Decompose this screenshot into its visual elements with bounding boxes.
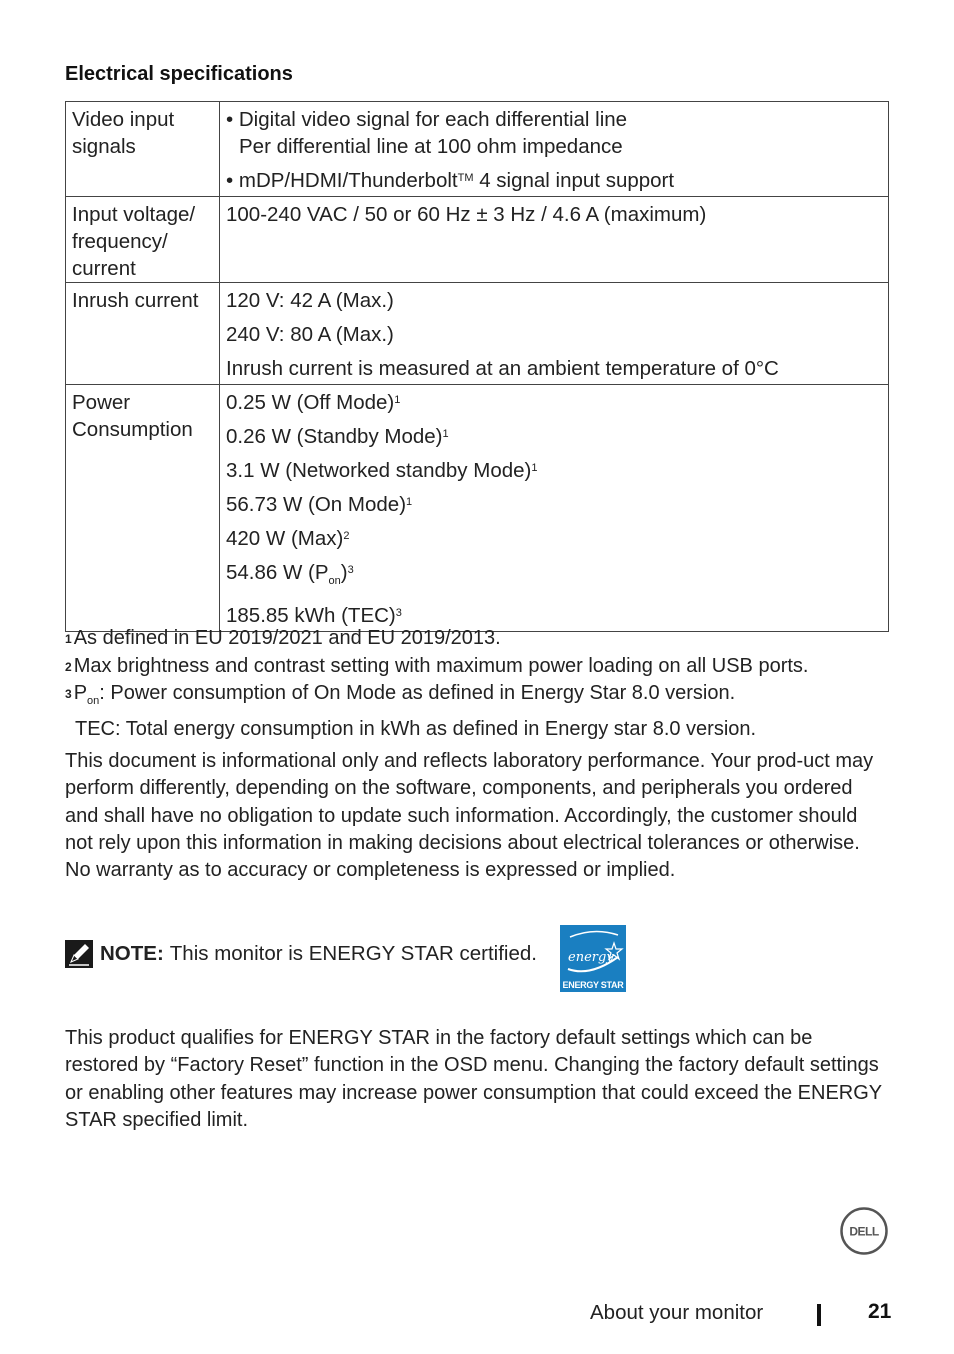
row-value-power: [220, 385, 889, 632]
power-max: 420 W (Max): [226, 527, 344, 550]
electrical-spec-table: [65, 101, 889, 632]
inrush-line-1: 120 V: 42 A (Max.): [226, 289, 394, 312]
disclaimer-paragraph: This document is informational only and reflects laboratory performance. Your prod-uct may perform differently, depending on the software, components, and peripherals you ordered and shall have no obligation to update such information. Accordingly, the customer should not rely upon this information in making decisions about electrical tolerances or otherwise. No warranty as to accuracy or completeness is expressed or implied.: [65, 750, 874, 882]
energy-star-label: ENERGY STAR: [562, 980, 624, 990]
power-networked: 3.1 W (Networked standby Mode): [226, 459, 532, 482]
note-pencil-icon: [65, 940, 93, 968]
energy-script: energy: [568, 950, 614, 965]
footnote-3: : Power consumption of On Mode as defined in Energy Star 8.0 version.: [99, 682, 736, 704]
power-pon: 54.86 W (P: [226, 561, 329, 584]
row-label-voltage: Input voltage/ frequency/ current: [66, 197, 220, 283]
inrush-line-3: Inrush current is measured at an ambient temperature of 0°C: [226, 357, 779, 380]
power-pon-close: ): [340, 561, 348, 584]
table-row: [66, 102, 889, 197]
power-on: 56.73 W (On Mode): [226, 493, 407, 516]
energy-star-paragraph: This product qualifies for ENERGY STAR in the factory default settings which can be restored by “Factory Reset” function in the OSD menu. Changing the factory default settings or enabling other features may increase power consumption that could exceed the ENERGY STAR specified limit.: [65, 1027, 882, 1131]
footnotes: [65, 625, 895, 743]
row-value-voltage: 100-240 VAC / 50 or 60 Hz ± 3 Hz / 4.6 A (maximum): [220, 197, 889, 283]
footnote-number: 1: [65, 632, 72, 646]
footnote-1: As defined in EU 2019/2021 and EU 2019/2013.: [73, 627, 501, 649]
note-text: This monitor is ENERGY STAR certified.: [169, 942, 537, 965]
inrush-line-2: 240 V: 80 A (Max.): [226, 323, 394, 346]
dell-logo: [840, 1207, 888, 1255]
video-line-1: Digital video signal for each differential line: [238, 108, 628, 131]
row-label-inrush: Inrush current: [66, 283, 220, 385]
section-heading: Electrical specifications: [65, 63, 293, 85]
video-line-2: Per differential line at 100 ohm impedance: [239, 135, 623, 158]
footnote-3-sub: on: [87, 695, 100, 707]
note-label: NOTE:: [100, 942, 164, 965]
dell-logo-text: DELL: [849, 1224, 879, 1239]
footnote-3-p: P: [73, 682, 88, 704]
footer-divider: [817, 1304, 821, 1326]
row-label-power: Power Consumption: [66, 385, 220, 632]
energy-star-mark: [560, 925, 626, 977]
table-row: [66, 385, 889, 632]
row-value-video: • Digital video signal for each differential line Per differential line at 100 ohm impedance • mDP/HDMI/Thunderbolt™ 4 signal input support: [220, 102, 889, 197]
page-number: 21: [868, 1300, 892, 1323]
footnote-ref: 2: [343, 530, 350, 542]
video-line-3-rest: 4 signal input support: [473, 169, 675, 192]
footnote-ref: 1: [406, 496, 413, 508]
row-label-video: Video input signals: [66, 102, 220, 197]
trademark-sup: TM: [457, 172, 474, 184]
power-tec: 185.85 kWh (TEC): [226, 604, 396, 628]
footnote-2: Max brightness and contrast setting with maximum power loading on all USB ports.: [73, 654, 809, 677]
table-row: [66, 197, 889, 283]
footnote-number: 3: [65, 687, 72, 701]
table-row: [66, 283, 889, 385]
footnote-ref: 3: [347, 564, 354, 576]
footnote-ref: 1: [442, 428, 449, 440]
note-callout: [65, 940, 537, 968]
energy-star-logo: [560, 925, 626, 992]
row-value-inrush: [220, 283, 889, 385]
footnote-4: TEC: Total energy consumption in kWh as defined in Energy star 8.0 version.: [75, 717, 757, 740]
power-off: 0.25 W (Off Mode): [226, 391, 395, 414]
footnote-ref: 3: [395, 607, 402, 620]
footnote-ref: 1: [531, 462, 538, 474]
footer-section-title: About your monitor: [590, 1301, 764, 1324]
pon-subscript: on: [328, 575, 341, 588]
footnote-number: 2: [65, 659, 72, 674]
power-standby: 0.26 W (Standby Mode): [226, 425, 443, 448]
video-line-3: mDP/HDMI/Thunderbolt: [238, 169, 458, 192]
footnote-ref: 1: [394, 394, 401, 406]
